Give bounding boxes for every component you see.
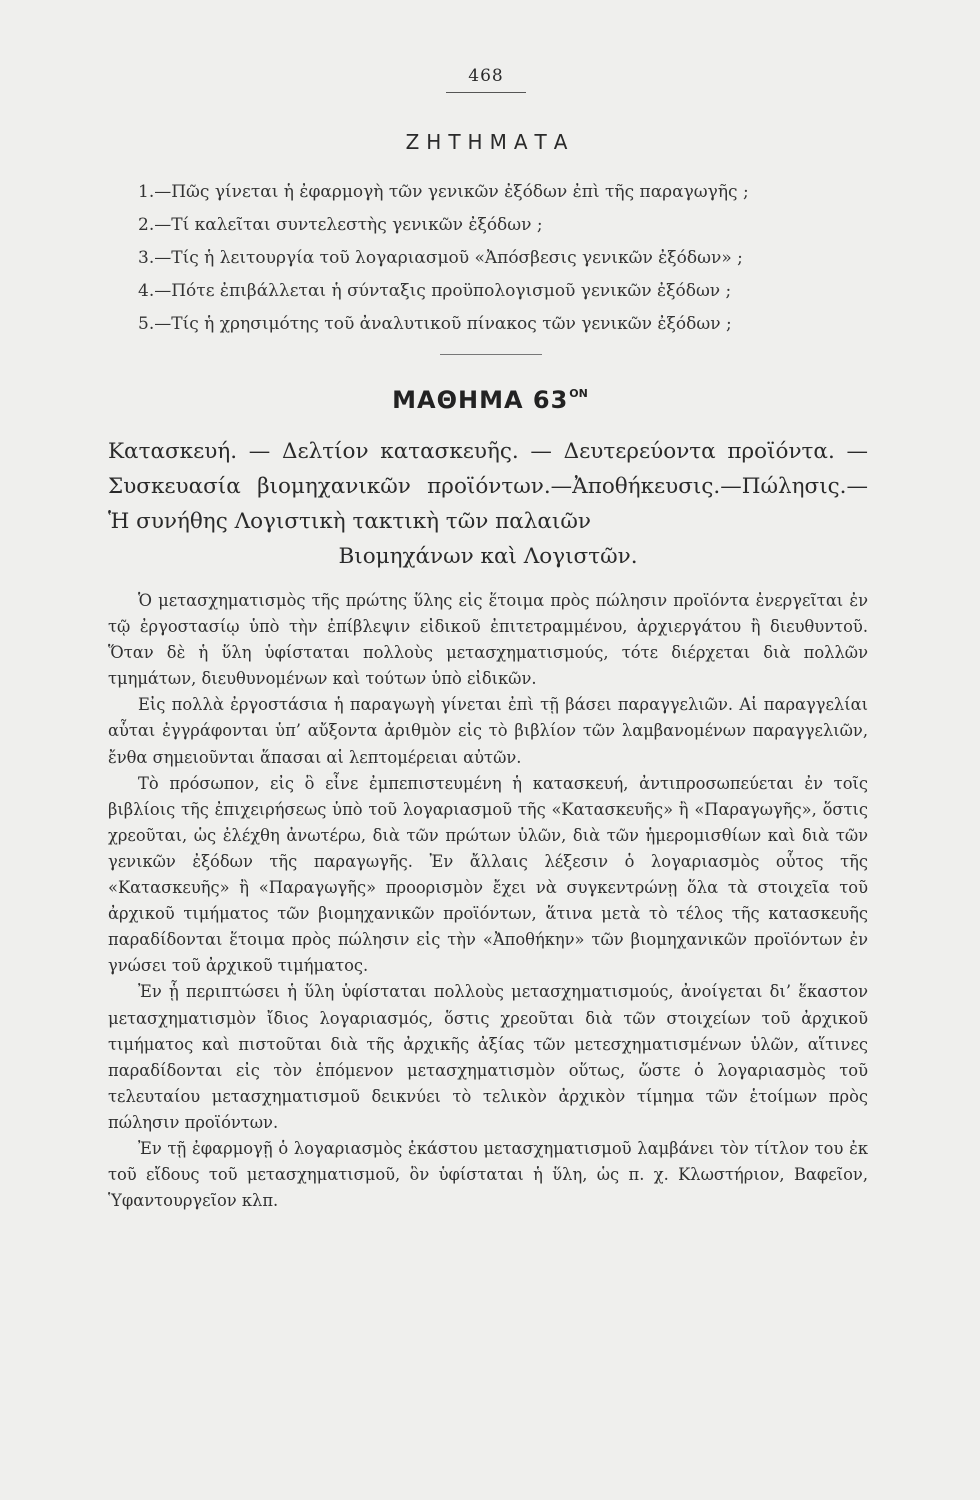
question-number: 5.— <box>138 314 172 334</box>
question-text: Πῶς γίνεται ἡ ἐφαρμογὴ τῶν γενικῶν ἐξόδων ἐπὶ τῆς παραγωγῆς ; <box>171 182 749 202</box>
body-paragraph: Ἐν τῇ ἐφαρμογῇ ὁ λογαριασμὸς ἑκάστου μετασχηματισμοῦ λαμβάνει τὸν τίτλον του ἐκ τοῦ εἴδους τοῦ μετασχηματισμοῦ, ὃν ὑφίσταται ἡ ὕλη, ὡς π. χ. Κλωστήριον, Βαφεῖον, Ὑφαντουργεῖον κλπ. <box>108 1138 868 1211</box>
lesson-summary-last: Βιομηχάνων καὶ Λογιστῶν. <box>338 544 638 569</box>
question-item <box>138 308 898 341</box>
section-divider <box>440 354 542 355</box>
question-text: Τίς ἡ χρησιμότης τοῦ ἀναλυτικοῦ πίνακος τῶν γενικῶν ἐξόδων ; <box>171 314 732 334</box>
body-paragraph: Εἰς πολλὰ ἐργοστάσια ἡ παραγωγὴ γίνεται ἐπὶ τῇ βάσει παραγγελιῶν. Αἱ παραγγελίαι αὗται ἐγγράφονται ὑπ’ αὔξοντα ἀριθμὸν εἰς τὸ βιβλίον τῶν λαμβανομένων παραγγελιῶν, ἔνθα σημειοῦνται ἅπασαι αἱ λεπτομέρειαι αὐτῶν. <box>108 695 868 767</box>
body-paragraph: Ἐν ᾗ περιπτώσει ἡ ὕλη ὑφίσταται πολλοὺς μετασχηματισμούς, ἀνοίγεται δι’ ἕκαστον μετασχηματισμὸν ἴδιος λογαριασμός, ὅστις χρεοῦται διὰ τῶν στοιχείων τοῦ ἀρχικοῦ τιμήματος καὶ πιστοῦται διὰ τῆς ἀρχικῆς ἀξίας τῶν μετεσχηματισμένων ὑλῶν, αἵτινες παραδίδονται εἰς τὸν ἑπόμενον μετασχηματισμὸν οὕτως, ὥστε ὁ λογαριασμὸς τοῦ τελευταίου μετασχηματισμοῦ δεικνύει τὸ τελικὸν ἀρχικὸν τίμημα τῶν ἑτοίμων πρὸς πώλησιν προϊόντων. <box>108 982 868 1132</box>
lesson-summary-main: Κατασκευή. — Δελτίον κατασκευῆς. — Δευτερεύοντα προϊόντα. — Συσκευασία βιομηχανικῶν προϊόντων.—Ἀποθήκευσις.—Πώλησις.—Ἡ συνήθης Λογιστικὴ τακτικὴ τῶν παλαιῶν <box>108 439 868 534</box>
question-text: Πότε ἐπιβάλλεται ἡ σύνταξις προϋπολογισμοῦ γενικῶν ἐξόδων ; <box>171 281 732 301</box>
question-text: Τί καλεῖται συντελεστὴς γενικῶν ἐξόδων ; <box>171 215 543 235</box>
question-item <box>138 176 898 209</box>
questions-list <box>138 176 898 341</box>
question-text: Τίς ἡ λειτουργία τοῦ λογαριασμοῦ «Ἀπόσβεσις γενικῶν ἐξόδων» ; <box>171 248 743 268</box>
question-number: 4.— <box>138 281 172 301</box>
questions-title: ΖΗΤΗΜΑΤΑ <box>405 130 575 154</box>
question-item <box>138 242 898 275</box>
page-number-underline <box>446 92 526 93</box>
lesson-heading-text: ΜΑΘΗΜΑ 63 <box>392 386 569 414</box>
body-text <box>108 588 868 1214</box>
lesson-heading-suffix: ON <box>569 387 588 400</box>
body-paragraph: Ὁ μετασχηματισμὸς τῆς πρώτης ὕλης εἰς ἕτοιμα πρὸς πώλησιν προϊόντα ἐνεργεῖται ἐν τῷ ἐργοστασίῳ ὑπὸ τὴν ἐπίβλεψιν εἰδικοῦ ἐπιτετραμμένου, ἀρχιεργάτου ἢ διευθυντοῦ. Ὅταν δὲ ἡ ὕλη ὑφίσταται πολλοὺς μετασχηματισμούς, τότε διέρχεται διὰ πολλῶν τμημάτων, διευθυνομένων καὶ τούτων ὑπὸ εἰδικῶν. <box>108 591 868 689</box>
lesson-heading <box>0 386 980 414</box>
question-number: 1.— <box>138 182 172 202</box>
question-item <box>138 209 898 242</box>
lesson-summary <box>108 434 868 574</box>
body-paragraph: Τὸ πρόσωπον, εἰς ὃ εἶνε ἐμπεπιστευμένη ἡ κατασκευή, ἀντιπροσωπεύεται ἐν τοῖς βιβλίοις τῆς ἐπιχειρήσεως ὑπὸ τοῦ λογαριασμοῦ τῆς «Κατασκευῆς» ἢ «Παραγωγῆς», ὅστις χρεοῦται, ὡς ἐλέχθη ἀνωτέρω, διὰ τῶν πρώτων ὑλῶν, διὰ τῶν ἡμερομισθίων καὶ διὰ τῶν γενικῶν ἐξόδων τῆς παραγωγῆς. Ἐν ἄλλαις λέξεσιν ὁ λογαριασμὸς οὗτος τῆς «Κατασκευῆς» ἢ «Παραγωγῆς» προορισμὸν ἔχει νὰ συγκεντρώνῃ ὅλα τὰ στοιχεῖα τοῦ ἀρχικοῦ τιμήματος τῶν βιομηχανικῶν προϊόντων, ἅτινα μετὰ τὸ τέλος τῆς κατασκευῆς παραδίδονται ἕτοιμα πρὸς πώλησιν εἰς τὴν «Ἀποθήκην» τῶν βιομηχανικῶν προϊόντων ἐν γνώσει τοῦ ἀρχικοῦ τιμήματος. <box>108 773 868 976</box>
question-number: 3.— <box>138 248 172 268</box>
question-number: 2.— <box>138 215 172 235</box>
page-number: 468 <box>468 66 504 86</box>
question-item <box>138 275 898 308</box>
